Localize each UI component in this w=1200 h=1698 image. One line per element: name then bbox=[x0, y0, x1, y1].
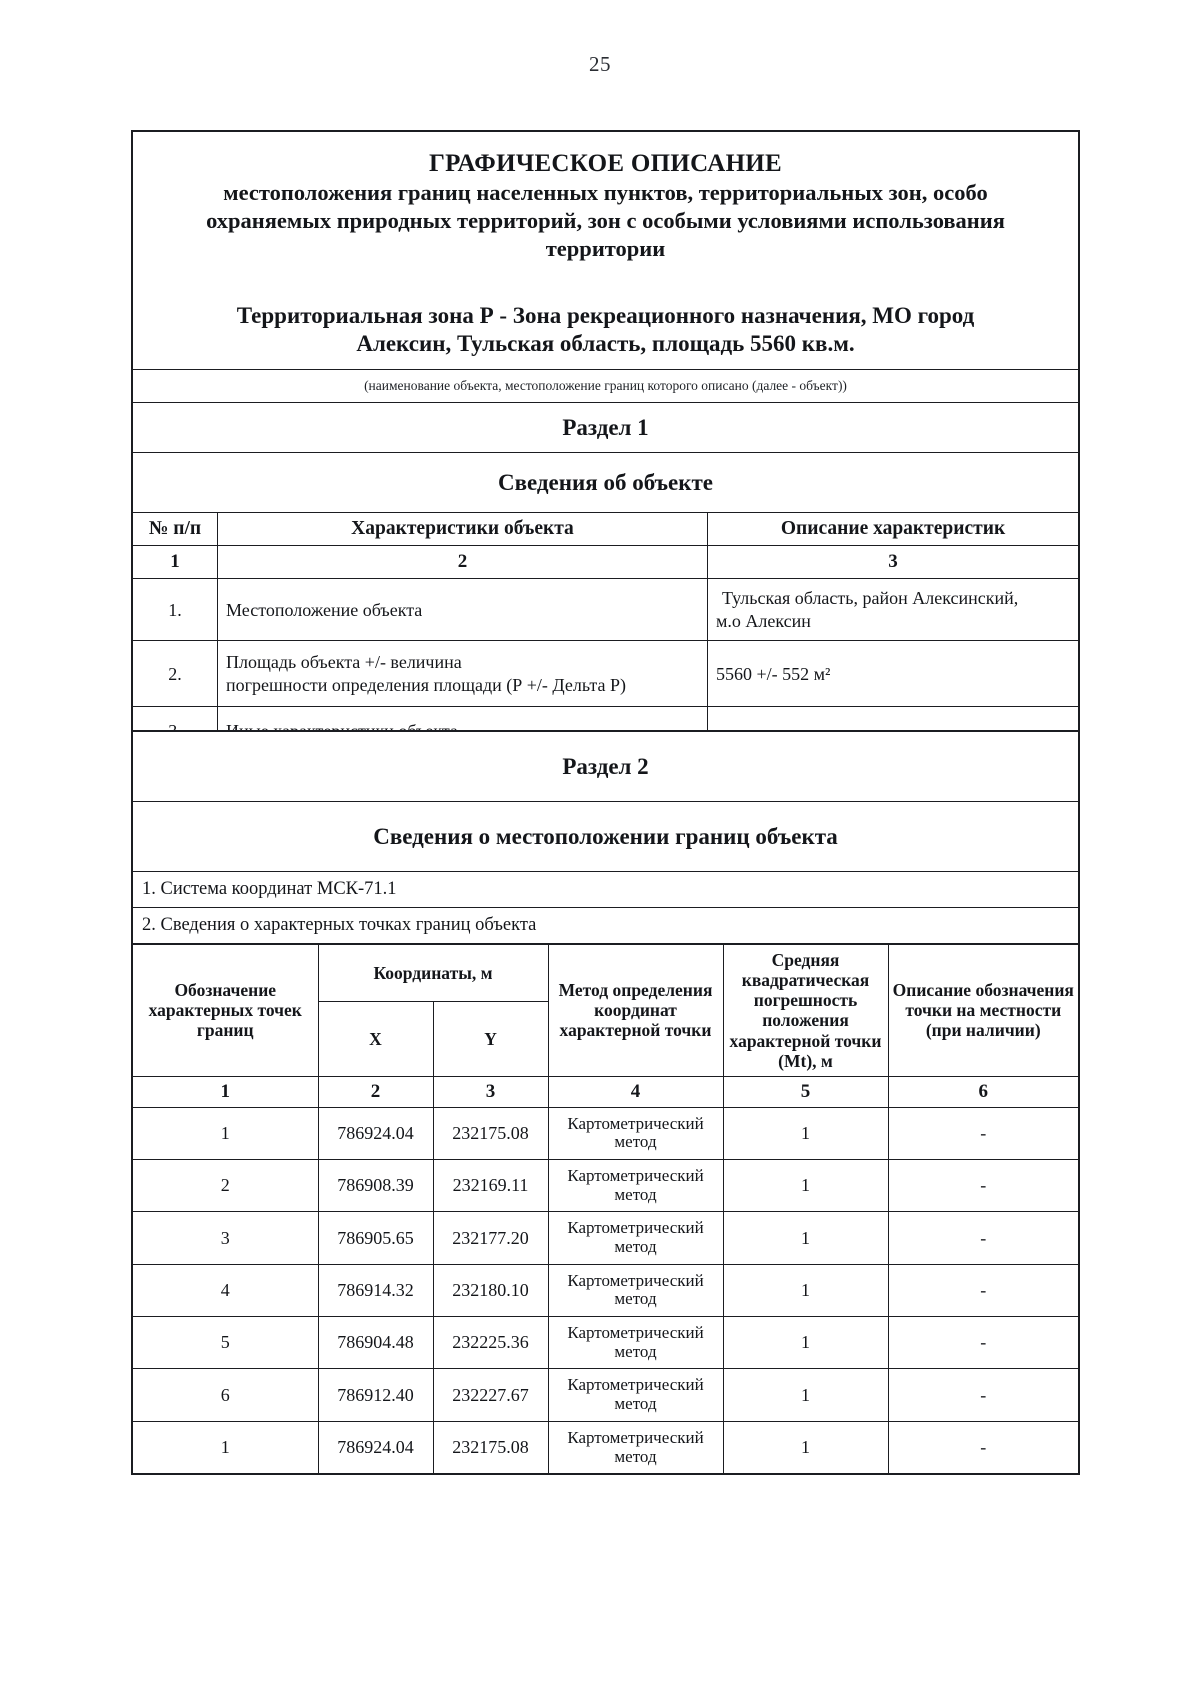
col-header-y: Y bbox=[433, 1002, 548, 1077]
object-name-line-2: Алексин, Тульская область, площадь 5560 кв.м. bbox=[356, 330, 855, 356]
page-number: 25 bbox=[589, 52, 611, 76]
point-mse: 1 bbox=[723, 1264, 888, 1316]
section-1-subtitle: Сведения об объекте bbox=[133, 453, 1078, 513]
col-number-4: 4 bbox=[548, 1076, 723, 1107]
col-number-6: 6 bbox=[888, 1076, 1078, 1107]
point-method: Картометрический метод bbox=[548, 1107, 723, 1159]
table-row bbox=[133, 1421, 1078, 1473]
table-row bbox=[133, 579, 1078, 641]
point-x: 786924.04 bbox=[318, 1107, 433, 1159]
col-header-x: X bbox=[318, 1002, 433, 1077]
section-1-block bbox=[131, 130, 1080, 757]
col-number-3: 3 bbox=[433, 1076, 548, 1107]
row-description bbox=[708, 641, 1078, 706]
col-number-2: 2 bbox=[318, 1076, 433, 1107]
point-designation: 5 bbox=[133, 1317, 318, 1369]
section-1-column-number-row bbox=[133, 546, 1078, 579]
point-x: 786924.04 bbox=[318, 1421, 433, 1473]
row-description-line-1: 5560 +/- 552 м² bbox=[716, 663, 831, 684]
table-row bbox=[133, 1264, 1078, 1316]
point-x: 786914.32 bbox=[318, 1264, 433, 1316]
point-x: 786904.48 bbox=[318, 1317, 433, 1369]
point-mse: 1 bbox=[723, 1317, 888, 1369]
section-1-header-row bbox=[133, 513, 1078, 546]
point-method: Картометрический метод bbox=[548, 1264, 723, 1316]
document-title-line-2: местоположения границ населенных пунктов, территориальных зон, особо bbox=[223, 180, 988, 205]
document-title-area bbox=[133, 132, 1078, 272]
col-header-mse: Средняя квадратическая погрешность положения характерной точки (Мt), м bbox=[723, 945, 888, 1077]
col-header-note: Описание обозначения точки на местности (при наличии) bbox=[888, 945, 1078, 1077]
point-y: 232225.36 bbox=[433, 1317, 548, 1369]
point-note: - bbox=[888, 1369, 1078, 1421]
point-mse: 1 bbox=[723, 1212, 888, 1264]
row-characteristic bbox=[218, 579, 708, 640]
point-designation: 6 bbox=[133, 1369, 318, 1421]
point-method: Картометрический метод bbox=[548, 1212, 723, 1264]
point-method: Картометрический метод bbox=[548, 1317, 723, 1369]
col-header-number: № п/п bbox=[133, 513, 218, 545]
section-2-subtitle: Сведения о местоположении границ объекта bbox=[133, 802, 1078, 872]
coordinates-table-header-row bbox=[133, 945, 1078, 1002]
col-number-5: 5 bbox=[723, 1076, 888, 1107]
row-characteristic-line-1: Местоположение объекта bbox=[226, 599, 423, 620]
point-y: 232177.20 bbox=[433, 1212, 548, 1264]
point-mse: 1 bbox=[723, 1107, 888, 1159]
point-note: - bbox=[888, 1317, 1078, 1369]
row-number: 1. bbox=[133, 579, 218, 640]
section-2-title: Раздел 2 bbox=[133, 732, 1078, 802]
point-y: 232180.10 bbox=[433, 1264, 548, 1316]
point-designation: 2 bbox=[133, 1159, 318, 1211]
point-method: Картометрический метод bbox=[548, 1421, 723, 1473]
row-description-line-1: Тульская область, район Алексинский, bbox=[722, 588, 1019, 609]
document-title-line-3: охраняемых природных территорий, зон с особыми условиями использования bbox=[206, 208, 1005, 234]
section-2-block bbox=[131, 730, 1080, 1475]
point-x: 786905.65 bbox=[318, 1212, 433, 1264]
point-method: Картометрический метод bbox=[548, 1159, 723, 1211]
point-note: - bbox=[888, 1264, 1078, 1316]
table-row bbox=[133, 1369, 1078, 1421]
point-mse: 1 bbox=[723, 1369, 888, 1421]
document-title-line-1: ГРАФИЧЕСКОЕ ОПИСАНИЕ bbox=[428, 150, 783, 177]
table-row bbox=[133, 1159, 1078, 1211]
row-description bbox=[708, 579, 1078, 640]
coordinates-table bbox=[133, 944, 1078, 1473]
document-title-line-4: территории bbox=[545, 236, 666, 262]
point-designation: 3 bbox=[133, 1212, 318, 1264]
col-header-characteristic: Характеристики объекта bbox=[218, 513, 708, 545]
col-header-coordinates: Координаты, м bbox=[318, 945, 548, 1002]
point-note: - bbox=[888, 1212, 1078, 1264]
point-y: 232227.67 bbox=[433, 1369, 548, 1421]
col-number-2: 2 bbox=[218, 546, 708, 578]
col-number-3: 3 bbox=[888, 551, 898, 573]
table-row bbox=[133, 1107, 1078, 1159]
col-number-1: 1 bbox=[133, 546, 218, 578]
col-header-method: Метод определения координат характерной точки bbox=[548, 945, 723, 1077]
point-designation: 4 bbox=[133, 1264, 318, 1316]
row-description-line-2: м.о Алексин bbox=[716, 610, 811, 631]
point-x: 786908.39 bbox=[318, 1159, 433, 1211]
point-mse: 1 bbox=[723, 1159, 888, 1211]
row-number: 2. bbox=[133, 641, 218, 706]
point-method: Картометрический метод bbox=[548, 1369, 723, 1421]
col-header-designation: Обозначение характерных точек границ bbox=[133, 945, 318, 1077]
col-header-description: Описание характеристик bbox=[780, 518, 1006, 540]
table-row bbox=[133, 641, 1078, 707]
coordinate-system-line: 1. Система координат МСК-71.1 bbox=[133, 872, 1078, 908]
table-row bbox=[133, 1212, 1078, 1264]
section-1-title: Раздел 1 bbox=[133, 403, 1078, 453]
row-characteristic-line-2: погрешности определения площади (Р +/- Дельта Р) bbox=[226, 674, 626, 695]
point-y: 232175.08 bbox=[433, 1421, 548, 1473]
object-name-line-1: Территориальная зона Р - Зона рекреационного назначения, МО город bbox=[236, 303, 975, 329]
point-x: 786912.40 bbox=[318, 1369, 433, 1421]
point-designation: 1 bbox=[133, 1107, 318, 1159]
point-note: - bbox=[888, 1107, 1078, 1159]
object-name bbox=[133, 272, 1078, 370]
point-y: 232169.11 bbox=[433, 1159, 548, 1211]
point-y: 232175.08 bbox=[433, 1107, 548, 1159]
col-number-1: 1 bbox=[133, 1076, 318, 1107]
point-designation: 1 bbox=[133, 1421, 318, 1473]
table-row bbox=[133, 1317, 1078, 1369]
row-characteristic-line-1: Площадь объекта +/- величина bbox=[226, 652, 462, 673]
object-name-caption: (наименование объекта, местоположение границ которого описано (далее - объект)) bbox=[133, 370, 1078, 403]
point-note: - bbox=[888, 1421, 1078, 1473]
coordinates-table-column-number-row bbox=[133, 1076, 1078, 1107]
characteristic-points-line: 2. Сведения о характерных точках границ объекта bbox=[133, 908, 1078, 944]
point-mse: 1 bbox=[723, 1421, 888, 1473]
row-characteristic bbox=[218, 641, 708, 706]
point-note: - bbox=[888, 1159, 1078, 1211]
